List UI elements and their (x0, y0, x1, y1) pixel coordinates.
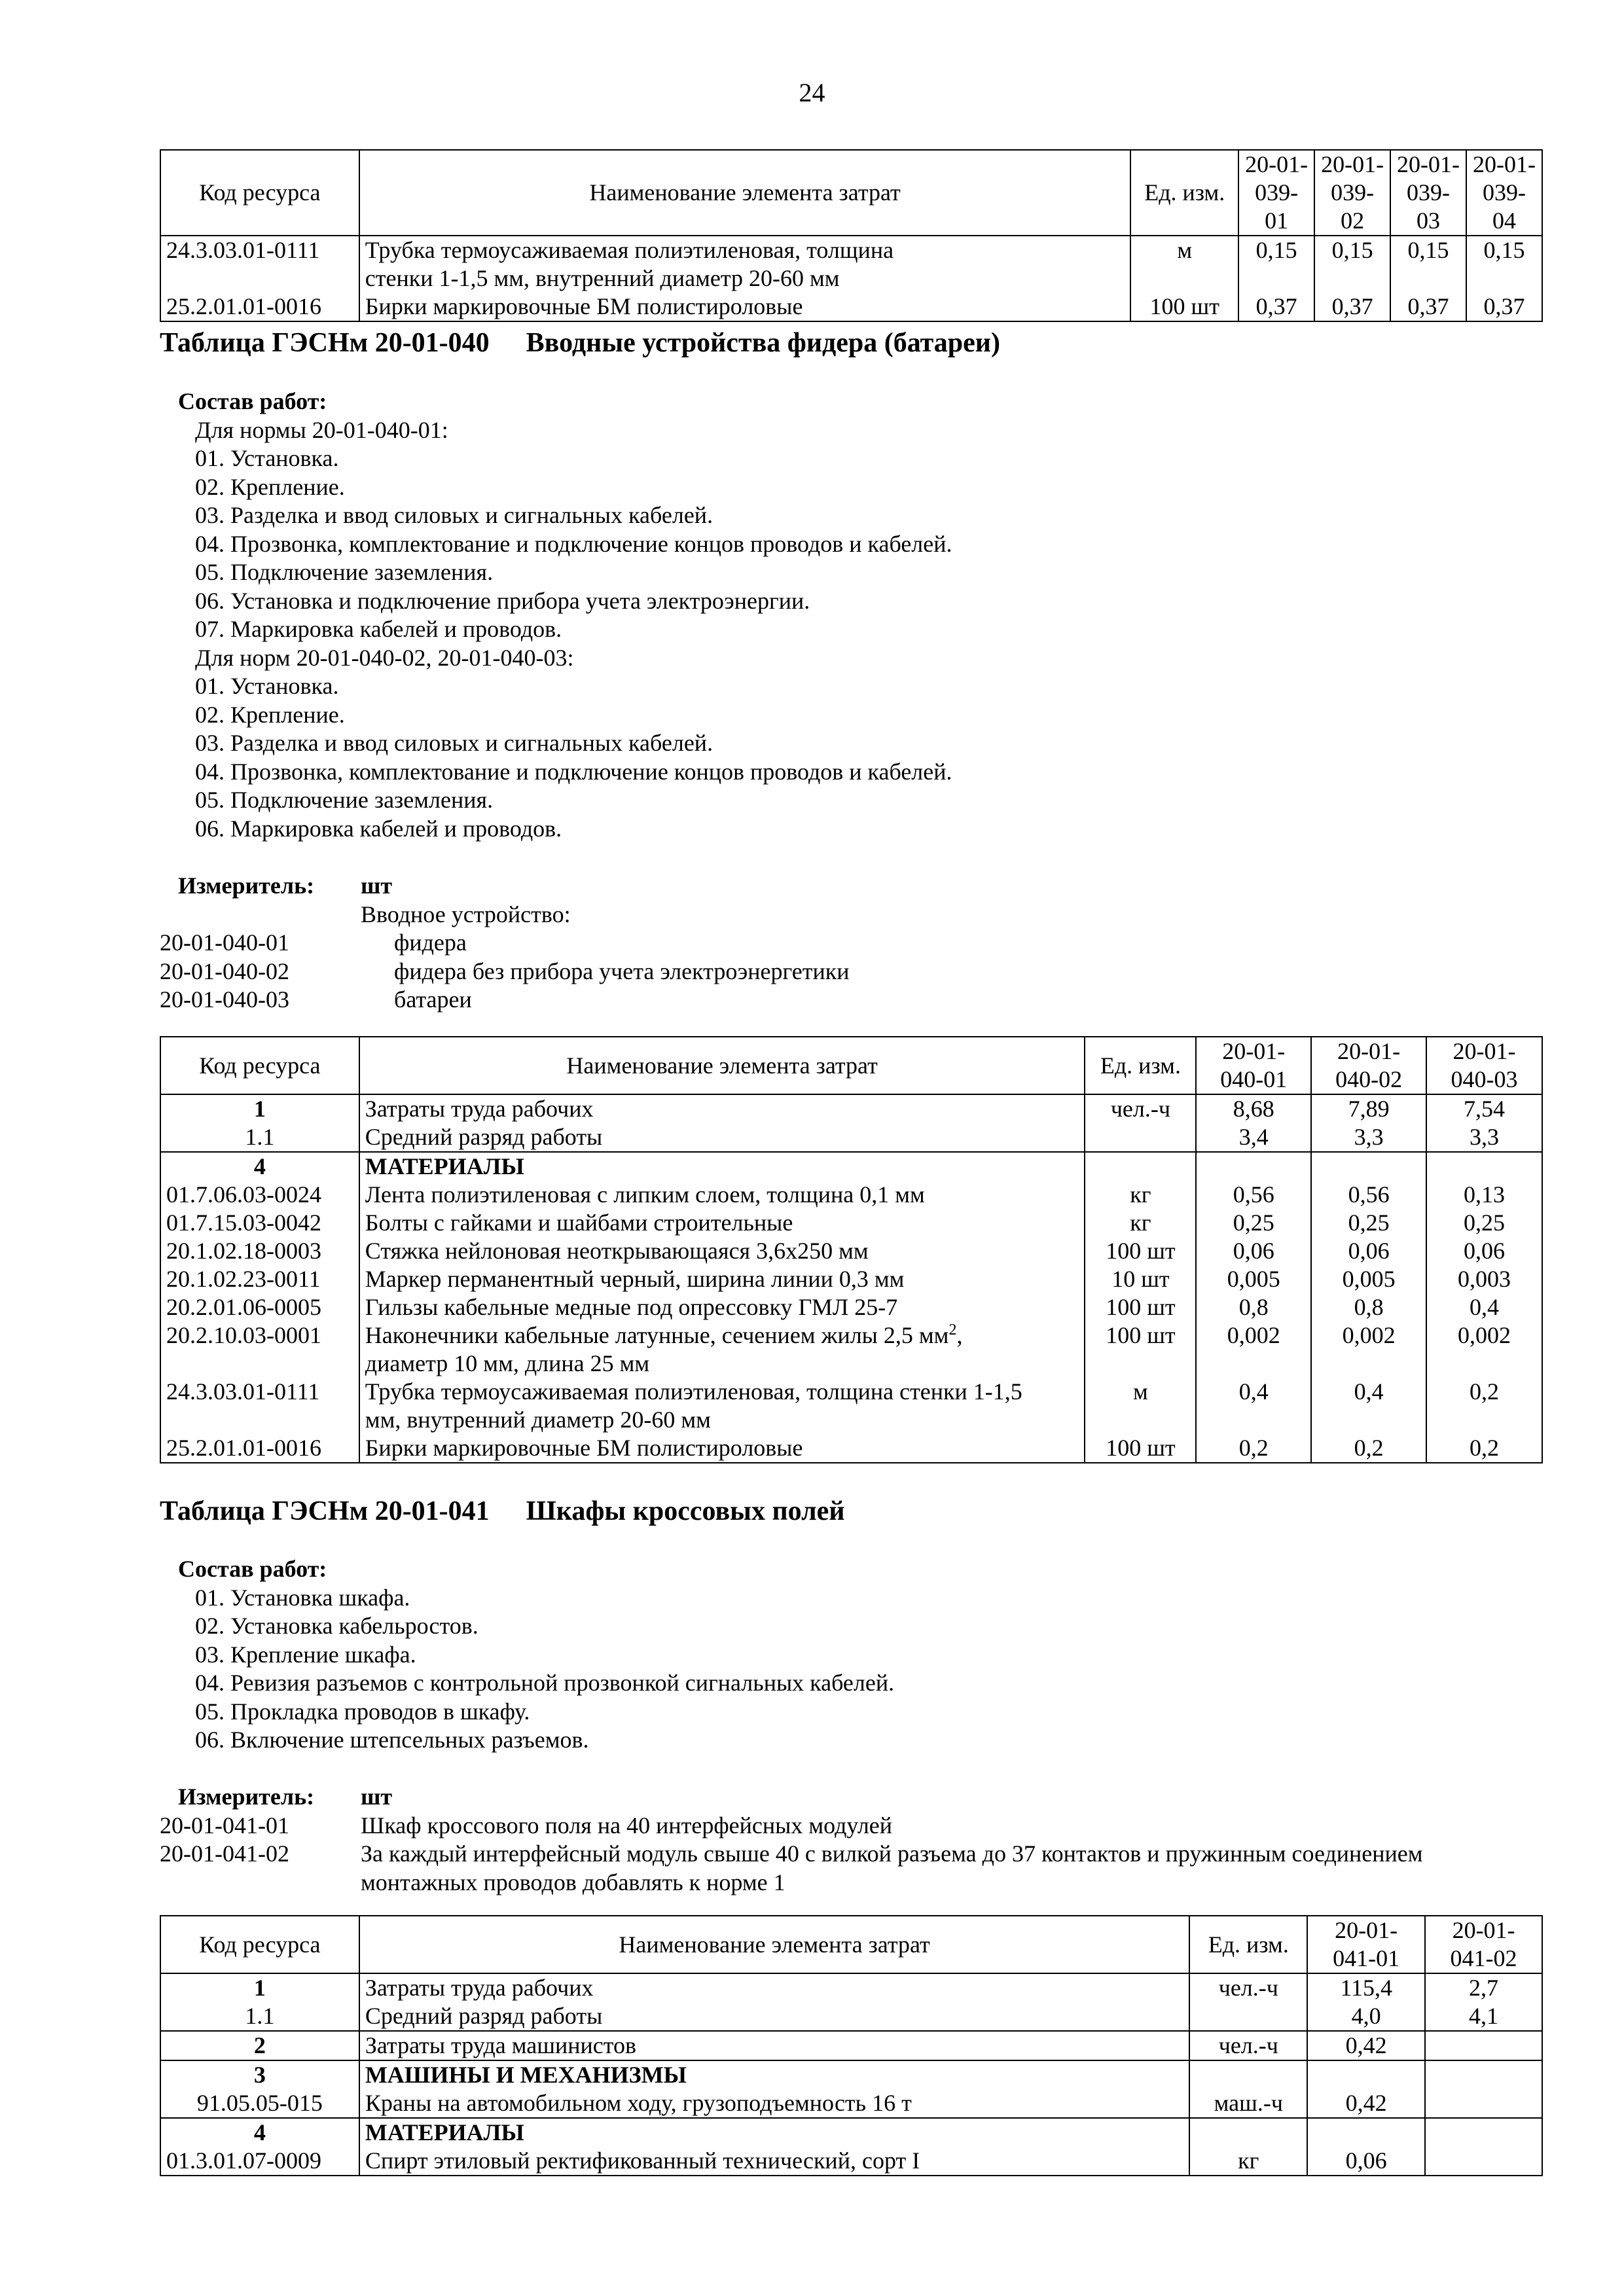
meter-code: 20-01-040-01 (160, 929, 289, 956)
row-value: 0,002 (1426, 1321, 1542, 1378)
row-value: 0,005 (1196, 1265, 1311, 1293)
table-row (160, 1293, 1542, 1321)
row-code: 01.3.01.07-0009 (160, 2147, 359, 2176)
meter-text: монтажных проводов добавлять к норме 1 (361, 1869, 785, 1895)
row-name: МАТЕРИАЛЫ (359, 2118, 1190, 2147)
col-code: Код ресурса (160, 1916, 359, 1973)
meter-code: 20-01-041-01 (160, 1812, 289, 1839)
row-value: 3,3 (1311, 1123, 1426, 1152)
work-line: 06. Установка и подключение прибора учета электроэнергии. (195, 587, 810, 614)
col-unit: Ед. изм. (1130, 150, 1238, 236)
row-code: 4 (160, 2118, 359, 2147)
row-value: 0,4 (1196, 1378, 1311, 1434)
row-value: 0,15 (1238, 236, 1314, 293)
col-name: Наименование элемента затрат (359, 150, 1131, 236)
row-code: 1 (160, 1973, 359, 2002)
row-name: Затраты труда рабочих (359, 1973, 1190, 2002)
row-name: Маркер перманентный черный, ширина линии 0,3 мм (359, 1265, 1085, 1293)
row-unit: 100 шт (1085, 1237, 1196, 1265)
row-value: 0,002 (1196, 1321, 1311, 1378)
row-value: 0,37 (1466, 293, 1542, 321)
row-code: 1 (160, 1094, 359, 1123)
col-norm: 20-01- 040-01 (1196, 1037, 1311, 1094)
row-unit: чел.-ч (1189, 2031, 1307, 2060)
row-code: 20.2.10.03-0001 (160, 1321, 359, 1378)
work-line: 02. Крепление. (195, 473, 345, 500)
col-code: Код ресурса (160, 1037, 359, 1094)
row-name: Затраты труда рабочих (359, 1094, 1085, 1123)
row-unit: кг (1085, 1209, 1196, 1237)
row-unit: чел.-ч (1189, 1973, 1307, 2002)
row-unit: 100 шт (1085, 1293, 1196, 1321)
row-code: 25.2.01.01-0016 (160, 293, 359, 321)
meter-text: батареи (394, 986, 472, 1013)
work-line: 03. Разделка и ввод силовых и сигнальных кабелей. (195, 502, 713, 528)
section-title-040 (160, 327, 1000, 359)
row-name: МАШИНЫ И МЕХАНИЗМЫ (359, 2060, 1190, 2089)
row-value: 0,42 (1307, 2031, 1425, 2060)
row-value (1425, 2031, 1542, 2060)
row-value: 0,15 (1466, 236, 1542, 293)
row-value: 0,37 (1390, 293, 1466, 321)
title-code: Таблица ГЭСНм 20-01-040 (160, 328, 490, 358)
row-name: Лента полиэтиленовая с липким слоем, толщина 0,1 мм (359, 1181, 1085, 1209)
col-norm: 20-01- 039-01 (1238, 150, 1314, 236)
row-name: Затраты труда машинистов (359, 2031, 1190, 2060)
row-code: 01.7.06.03-0024 (160, 1181, 359, 1209)
row-unit: 100 шт (1085, 1321, 1196, 1378)
table-header-row (160, 1916, 1542, 1973)
table-header-row (160, 1037, 1542, 1094)
col-norm: 20-01- 039-04 (1466, 150, 1542, 236)
row-code: 2 (160, 2031, 359, 2060)
work-composition-040 (178, 387, 952, 843)
table-row (160, 236, 1542, 293)
table-row-labor (160, 1973, 1542, 2002)
meter-text: фидера (394, 929, 467, 956)
row-value: 4,1 (1425, 2002, 1542, 2031)
row-value: 0,13 (1426, 1181, 1542, 1209)
work-line: 03. Разделка и ввод силовых и сигнальных кабелей. (195, 730, 713, 756)
row-value: 0,2 (1426, 1378, 1542, 1434)
work-line: 06. Маркировка кабелей и проводов. (195, 815, 562, 842)
work-line: 01. Установка. (195, 673, 339, 699)
row-value: 0,06 (1311, 1237, 1426, 1265)
work-line: 01. Установка. (195, 445, 339, 471)
row-name: Трубка термоусаживаемая полиэтиленовая, толщина стенки 1-1,5 мм, внутренний диаметр 20-60 мм (359, 1378, 1085, 1434)
row-value: 0,005 (1311, 1265, 1426, 1293)
row-name: Стяжка нейлоновая неоткрывающаяся 3,6х250 мм (359, 1237, 1085, 1265)
title-code: Таблица ГЭСНм 20-01-041 (160, 1496, 490, 1526)
row-unit: чел.-ч (1085, 1094, 1196, 1123)
work-composition-041 (178, 1555, 894, 1755)
table-row (160, 1265, 1542, 1293)
row-name: Наконечники кабельные латунные, сечением жилы 2,5 $мм^2$, диаметр 10 мм, длина 25 мм (359, 1321, 1085, 1378)
title-name: Шкафы кроссовых полей (526, 1496, 845, 1526)
row-unit: маш.-ч (1189, 2089, 1307, 2118)
row-code: 1.1 (160, 2002, 359, 2031)
row-name: Бирки маркировочные БМ полистироловые (359, 1434, 1085, 1463)
row-value: 0,003 (1426, 1265, 1542, 1293)
table-row-materials-heading (160, 2118, 1542, 2147)
meter-intro: Вводное устройство: (361, 901, 571, 927)
work-line: 05. Подключение заземления. (195, 787, 494, 813)
row-value: 0,2 (1196, 1434, 1311, 1463)
work-line: 05. Подключение заземления. (195, 559, 494, 585)
row-value: 8,68 (1196, 1094, 1311, 1123)
work-heading: Состав работ: (178, 1556, 327, 1582)
row-name: Средний разряд работы (359, 1123, 1085, 1152)
row-value: 0,25 (1426, 1209, 1542, 1237)
meter-code: 20-01-040-02 (160, 958, 289, 984)
row-code: 24.3.03.01-0111 (160, 236, 359, 293)
meter-code: 20-01-040-03 (160, 986, 289, 1013)
table-20-01-040 (160, 1036, 1543, 1463)
page-number: 24 (799, 78, 825, 107)
table-row (160, 1434, 1542, 1463)
table-row-machinist (160, 2031, 1542, 2060)
meter-code: 20-01-041-02 (160, 1840, 289, 1867)
table-row-grade (160, 2002, 1542, 2031)
col-unit: Ед. изм. (1189, 1916, 1307, 1973)
section-title-041 (160, 1496, 845, 1527)
table-row (160, 1209, 1542, 1237)
table-row (160, 1321, 1542, 1378)
table-row-labor (160, 1094, 1542, 1123)
row-name: Болты с гайками и шайбами строительные (359, 1209, 1085, 1237)
row-unit: 10 шт (1085, 1265, 1196, 1293)
row-value: 7,54 (1426, 1094, 1542, 1123)
row-code: 1.1 (160, 1123, 359, 1152)
row-value: 0,8 (1196, 1293, 1311, 1321)
row-value: 0,8 (1311, 1293, 1426, 1321)
row-unit: кг (1085, 1181, 1196, 1209)
row-value: 3,4 (1196, 1123, 1311, 1152)
table-row (160, 2147, 1542, 2176)
row-unit: кг (1189, 2147, 1307, 2176)
work-line: 05. Прокладка проводов в шкафу. (195, 1698, 530, 1725)
row-code: 20.2.01.06-0005 (160, 1293, 359, 1321)
row-unit: м (1130, 236, 1238, 293)
col-name: Наименование элемента затрат (359, 1916, 1190, 1973)
work-line: 04. Прозвонка, комплектование и подключение концов проводов и кабелей. (195, 530, 952, 557)
col-norm: 20-01- 039-02 (1314, 150, 1390, 236)
row-name: Спирт этиловый ректификованный технический, сорт I (359, 2147, 1190, 2176)
meter-text: фидера без прибора учета электроэнергетики (394, 958, 850, 984)
col-norm: 20-01- 041-01 (1307, 1916, 1425, 1973)
row-code: 3 (160, 2060, 359, 2089)
row-value: 0,37 (1314, 293, 1390, 321)
work-line: Для норм 20-01-040-02, 20-01-040-03: (195, 644, 574, 671)
row-value: 0,4 (1311, 1378, 1426, 1434)
row-value: 0,06 (1426, 1237, 1542, 1265)
row-value: 0,15 (1390, 236, 1466, 293)
work-line: 06. Включение штепсельных разъемов. (195, 1727, 589, 1753)
table-header-row (160, 150, 1542, 236)
work-line: 07. Маркировка кабелей и проводов. (195, 616, 562, 642)
row-value: 7,89 (1311, 1094, 1426, 1123)
row-value: 0,42 (1307, 2089, 1425, 2118)
row-code: 01.7.15.03-0042 (160, 1209, 359, 1237)
meter-unit: шт (361, 872, 393, 899)
row-name: Средний разряд работы (359, 2002, 1190, 2031)
work-line: 03. Крепление шкафа. (195, 1641, 416, 1668)
work-line: 02. Крепление. (195, 701, 345, 728)
work-line: 01. Установка шкафа. (195, 1584, 410, 1611)
row-name: МАТЕРИАЛЫ (359, 1152, 1085, 1181)
row-value: 0,56 (1196, 1181, 1311, 1209)
row-code: 24.3.03.01-0111 (160, 1378, 359, 1434)
row-value: 0,06 (1196, 1237, 1311, 1265)
col-name: Наименование элемента затрат (359, 1037, 1085, 1094)
col-norm: 20-01- 040-03 (1426, 1037, 1542, 1094)
col-norm: 20-01- 041-02 (1425, 1916, 1542, 1973)
row-value: 0,4 (1426, 1293, 1542, 1321)
row-unit: м (1085, 1378, 1196, 1434)
row-value (1425, 2147, 1542, 2176)
row-unit: 100 шт (1085, 1434, 1196, 1463)
table-row (160, 293, 1542, 321)
row-value: 115,4 (1307, 1973, 1425, 2002)
table-row (160, 1181, 1542, 1209)
row-value: 0,002 (1311, 1321, 1426, 1378)
col-unit: Ед. изм. (1085, 1037, 1196, 1094)
row-value: 0,2 (1311, 1434, 1426, 1463)
row-name: Бирки маркировочные БМ полистироловые (359, 293, 1131, 321)
work-line: 04. Прозвонка, комплектование и подключение концов проводов и кабелей. (195, 758, 952, 785)
meter-text: Шкаф кроссового поля на 40 интерфейсных модулей (361, 1812, 893, 1839)
work-line: 02. Установка кабельростов. (195, 1613, 478, 1639)
row-name: Трубка термоусаживаемая полиэтиленовая, толщина стенки 1-1,5 мм, внутренний диаметр 20-60 мм (359, 236, 1131, 293)
row-value: 0,56 (1311, 1181, 1426, 1209)
work-line: Для нормы 20-01-040-01: (195, 416, 448, 443)
row-unit (1189, 2002, 1307, 2031)
meter-unit: шт (361, 1784, 393, 1810)
row-value (1425, 2089, 1542, 2118)
table-row (160, 2089, 1542, 2118)
work-heading: Состав работ: (178, 388, 327, 414)
table-row (160, 1237, 1542, 1265)
row-value: 3,3 (1426, 1123, 1542, 1152)
row-name: Гильзы кабельные медные под опрессовку ГМЛ 25-7 (359, 1293, 1085, 1321)
row-unit: 100 шт (1130, 293, 1238, 321)
row-value: 0,06 (1307, 2147, 1425, 2176)
row-value: 0,2 (1426, 1434, 1542, 1463)
row-value: 2,7 (1425, 1973, 1542, 2002)
row-code: 20.1.02.18-0003 (160, 1237, 359, 1265)
table-20-01-041 (160, 1915, 1543, 2176)
title-name: Вводные устройства фидера (батареи) (526, 328, 1000, 358)
work-line: 04. Ревизия разъемов с контрольной прозвонкой сигнальных кабелей. (195, 1670, 895, 1696)
row-value: 0,25 (1311, 1209, 1426, 1237)
table-20-01-039 (160, 149, 1543, 322)
table-row-materials-heading (160, 1152, 1542, 1181)
row-value: 4,0 (1307, 2002, 1425, 2031)
col-norm: 20-01- 039-03 (1390, 150, 1466, 236)
table-row-grade (160, 1123, 1542, 1152)
row-unit (1085, 1123, 1196, 1152)
meter-text: За каждый интерфейсный модуль свыше 40 с вилкой разъема до 37 контактов и пружинным соединением (361, 1840, 1423, 1867)
row-value: 0,25 (1196, 1209, 1311, 1237)
row-code: 20.1.02.23-0011 (160, 1265, 359, 1293)
row-value: 0,37 (1238, 293, 1314, 321)
col-norm: 20-01- 040-02 (1311, 1037, 1426, 1094)
table-row (160, 1378, 1542, 1434)
meter-label: Измеритель: (178, 872, 315, 899)
table-row-machines-heading (160, 2060, 1542, 2089)
row-code: 91.05.05-015 (160, 2089, 359, 2118)
meter-label: Измеритель: (178, 1784, 315, 1810)
row-code: 25.2.01.01-0016 (160, 1434, 359, 1463)
row-value: 0,15 (1314, 236, 1390, 293)
col-code: Код ресурса (160, 150, 359, 236)
row-code: 4 (160, 1152, 359, 1181)
row-name: Краны на автомобильном ходу, грузоподъемность 16 т (359, 2089, 1190, 2118)
